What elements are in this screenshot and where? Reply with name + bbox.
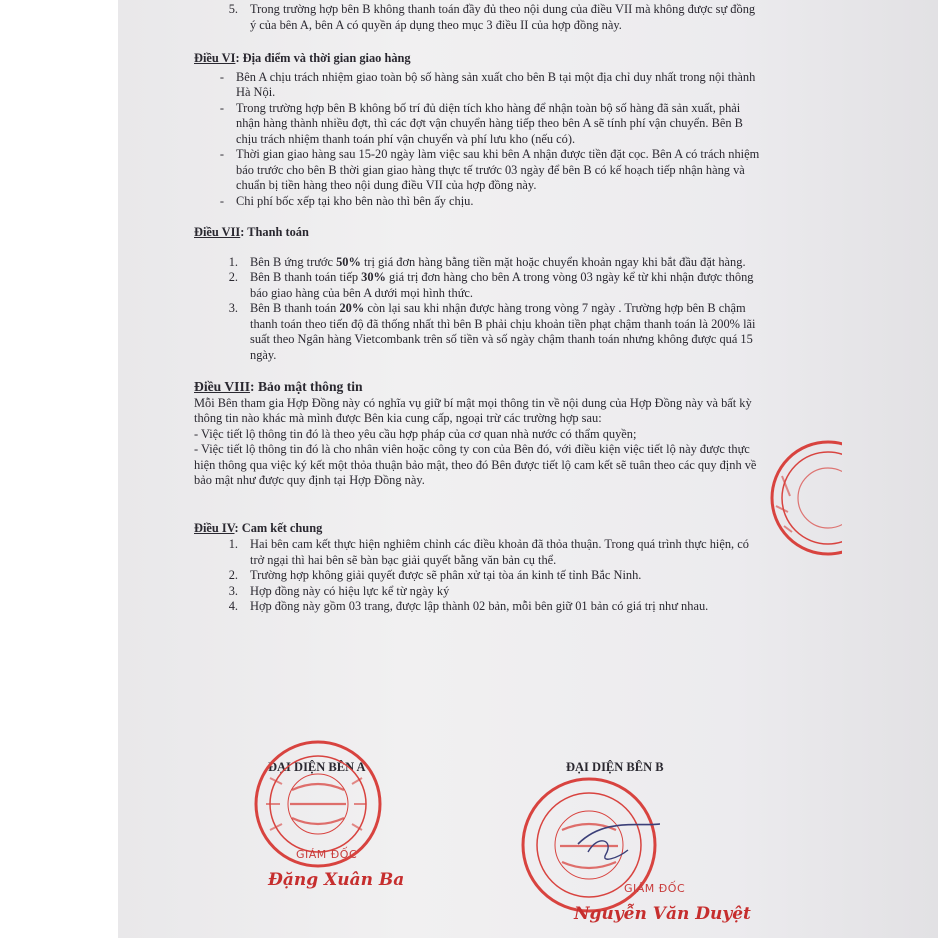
article-7-heading: Điều VII: Thanh toán (194, 225, 309, 239)
list-item (194, 2, 764, 33)
article-8-body: Mỗi Bên tham gia Hợp Đồng này có nghĩa vụ giữ bí mật mọi thông tin về nội dung của Hợp Đồng này và bất kỳ thông tin nào khác mà mình được Bên kia cung cấp, ngoại trừ các trường hợp sau: (194, 395, 752, 425)
party-a-role: GIÁM ĐỐC (296, 848, 358, 861)
article-8-clause-2: - Việc tiết lộ thông tin đó là cho nhân viên hoặc công ty con của Bên đó, với điều kiện việc tiết lộ này được thực hiện thông qua việc ký kết một thỏa thuận bảo mật, theo đó Bên được tiết lộ cam kết sẽ tuân theo các quy định về bảo mật như được quy định tại Hợp Đồng này. (194, 442, 757, 487)
list-item: 3. Bên B thanh toán 20% còn lại sau khi nhận được hàng trong vòng 7 ngày . Trường hợp bên B chậm thanh toán theo tiến độ đã thống nhất thì bên B phải chịu khoản tiền phạt chậm thanh toán là 200% lãi suất theo Ngân hàng Vietcombank trên số tiền và số ngày chậm thanh toán nhưng không được quá 15 ngày. (228, 301, 756, 362)
party-b-role: GIÁM ĐỐC (624, 882, 686, 895)
list-item: 4. Hợp đồng này gồm 03 trang, được lập thành 02 bản, mỗi bên giữ 01 bản có giá trị như nhau. (228, 599, 709, 613)
list-item: - Bên A chịu trách nhiệm giao toàn bộ số hàng sản xuất cho bên B tại một địa chỉ duy nhất trong nội thành Hà Nội. (219, 69, 756, 99)
article-commitment-heading: Điều IV: Cam kết chung (194, 520, 323, 535)
party-a-signature-name: Đặng Xuân Ba (268, 870, 405, 890)
list-item: - Thời gian giao hàng sau 15-20 ngày làm việc sau khi bên A nhận được tiền đặt cọc. Bên A có trách nhiệm báo trước cho bên B thời gian giao hàng thực tế trước 03 ngày để bên B có kế hoạch tiếp nhận hàng và chuẩn bị tiền hàng theo nội dung điều VII của hợp đồng này. (219, 147, 760, 192)
document-page (118, 0, 938, 938)
edge-seal (762, 436, 842, 560)
contract-body (194, 0, 764, 615)
party-b-title: ĐẠI DIỆN BÊN B (566, 760, 664, 774)
list-item: 3. Hợp đồng này có hiệu lực kể từ ngày ký (228, 583, 450, 598)
list-item: 1. Bên B ứng trước 50% trị giá đơn hàng bằng tiền mặt hoặc chuyển khoản ngay khi bắt đầu đặt hàng. (228, 254, 746, 269)
list-item: 2. Trường hợp không giải quyết được sẽ phân xử tại tòa án kinh tế tỉnh Bắc Ninh. (228, 568, 642, 582)
list-item: - Trong trường hợp bên B không bố trí đủ diện tích kho hàng để nhận toàn bộ số hàng đã sản xuất, phải nhận hàng thành nhiều đợt, thì các đợt vận chuyển hàng tiếp theo bên A sẽ tính phí vận chuyển. Bên B chịu trách nhiệm thanh toán phí vận chuyển và phí lưu kho (nếu có). (219, 100, 743, 146)
list-item: 2. Bên B thanh toán tiếp 30% giá trị đơn hàng cho bên A trong vòng 03 ngày kể từ khi nhận được thông báo giao hàng của bên A dưới mọi hình thức. (228, 270, 754, 300)
party-a-title: ĐẠI DIỆN BÊN A (268, 760, 366, 774)
list-text: Trong trường hợp bên B không thanh toán đầy đủ theo nội dung của điều VII mà không được sự đồng ý của bên A, bên A có quyền áp dụng theo mục 3 điều II của hợp đồng này. (250, 2, 756, 32)
article-8-heading: Điều VIII: Bảo mật thông tin (194, 379, 363, 394)
article-6-heading: Điều VI: Địa điểm và thời gian giao hàng (194, 51, 411, 65)
list-item: 1. Hai bên cam kết thực hiện nghiêm chỉnh các điều khoản đã thỏa thuận. Trong quá trình thực hiện, có trở ngại thì hai bên sẽ bàn bạc giải quyết bằng văn bản cụ thể. (228, 537, 749, 567)
list-item: - Chi phí bốc xếp tại kho bên nào thì bên ấy chịu. (219, 193, 474, 208)
list-number: 5. (228, 2, 238, 16)
party-b-signature-name: Nguyễn Văn Duyệt (574, 904, 751, 924)
article-8-clause-1: - Việc tiết lộ thông tin đó là theo yêu cầu hợp pháp của cơ quan nhà nước có thẩm quyền; (194, 426, 637, 441)
